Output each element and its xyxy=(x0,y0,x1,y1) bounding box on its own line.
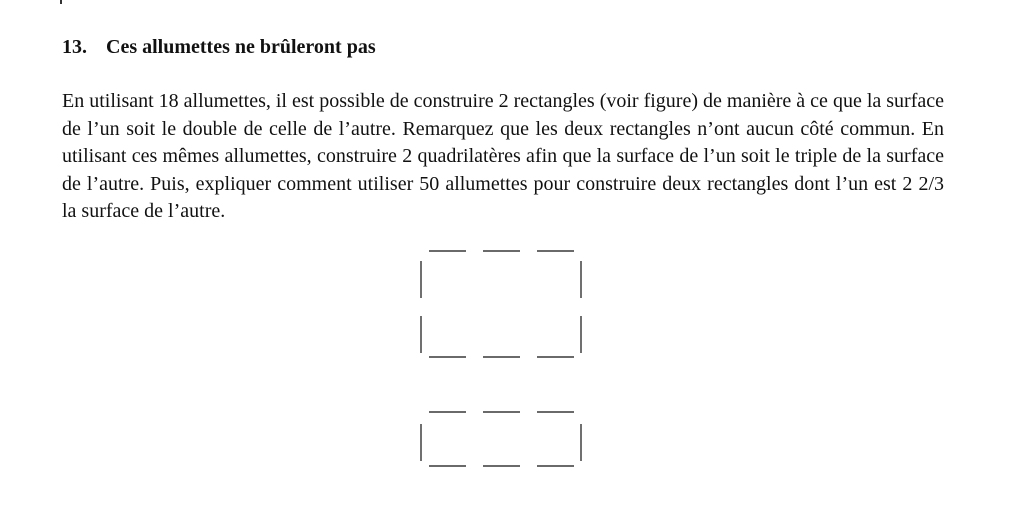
problem-text: En utilisant 18 allumettes, il est possible de construire 2 rectangles (voir figure) de manière à ce que la surface de l’un soit le double de celle de l’autre. Remarquez que les deux rectangles n’ont aucun côté commun. En utilisant ces mêmes allumettes, construire 2 quadrilatères afin que la surface de l’un soit le triple de la surface de l’autre. Puis, expliquer comment utiliser 50 allumettes pour construire deux rectangles dont l’un est 2 2/3 la surface de l’autre. xyxy=(62,90,944,222)
problem-number: 13. xyxy=(62,36,87,58)
problem-title: Ces allumettes ne brûleront pas xyxy=(106,36,376,58)
small-rectangle xyxy=(421,412,581,466)
large-rectangle xyxy=(421,251,581,357)
